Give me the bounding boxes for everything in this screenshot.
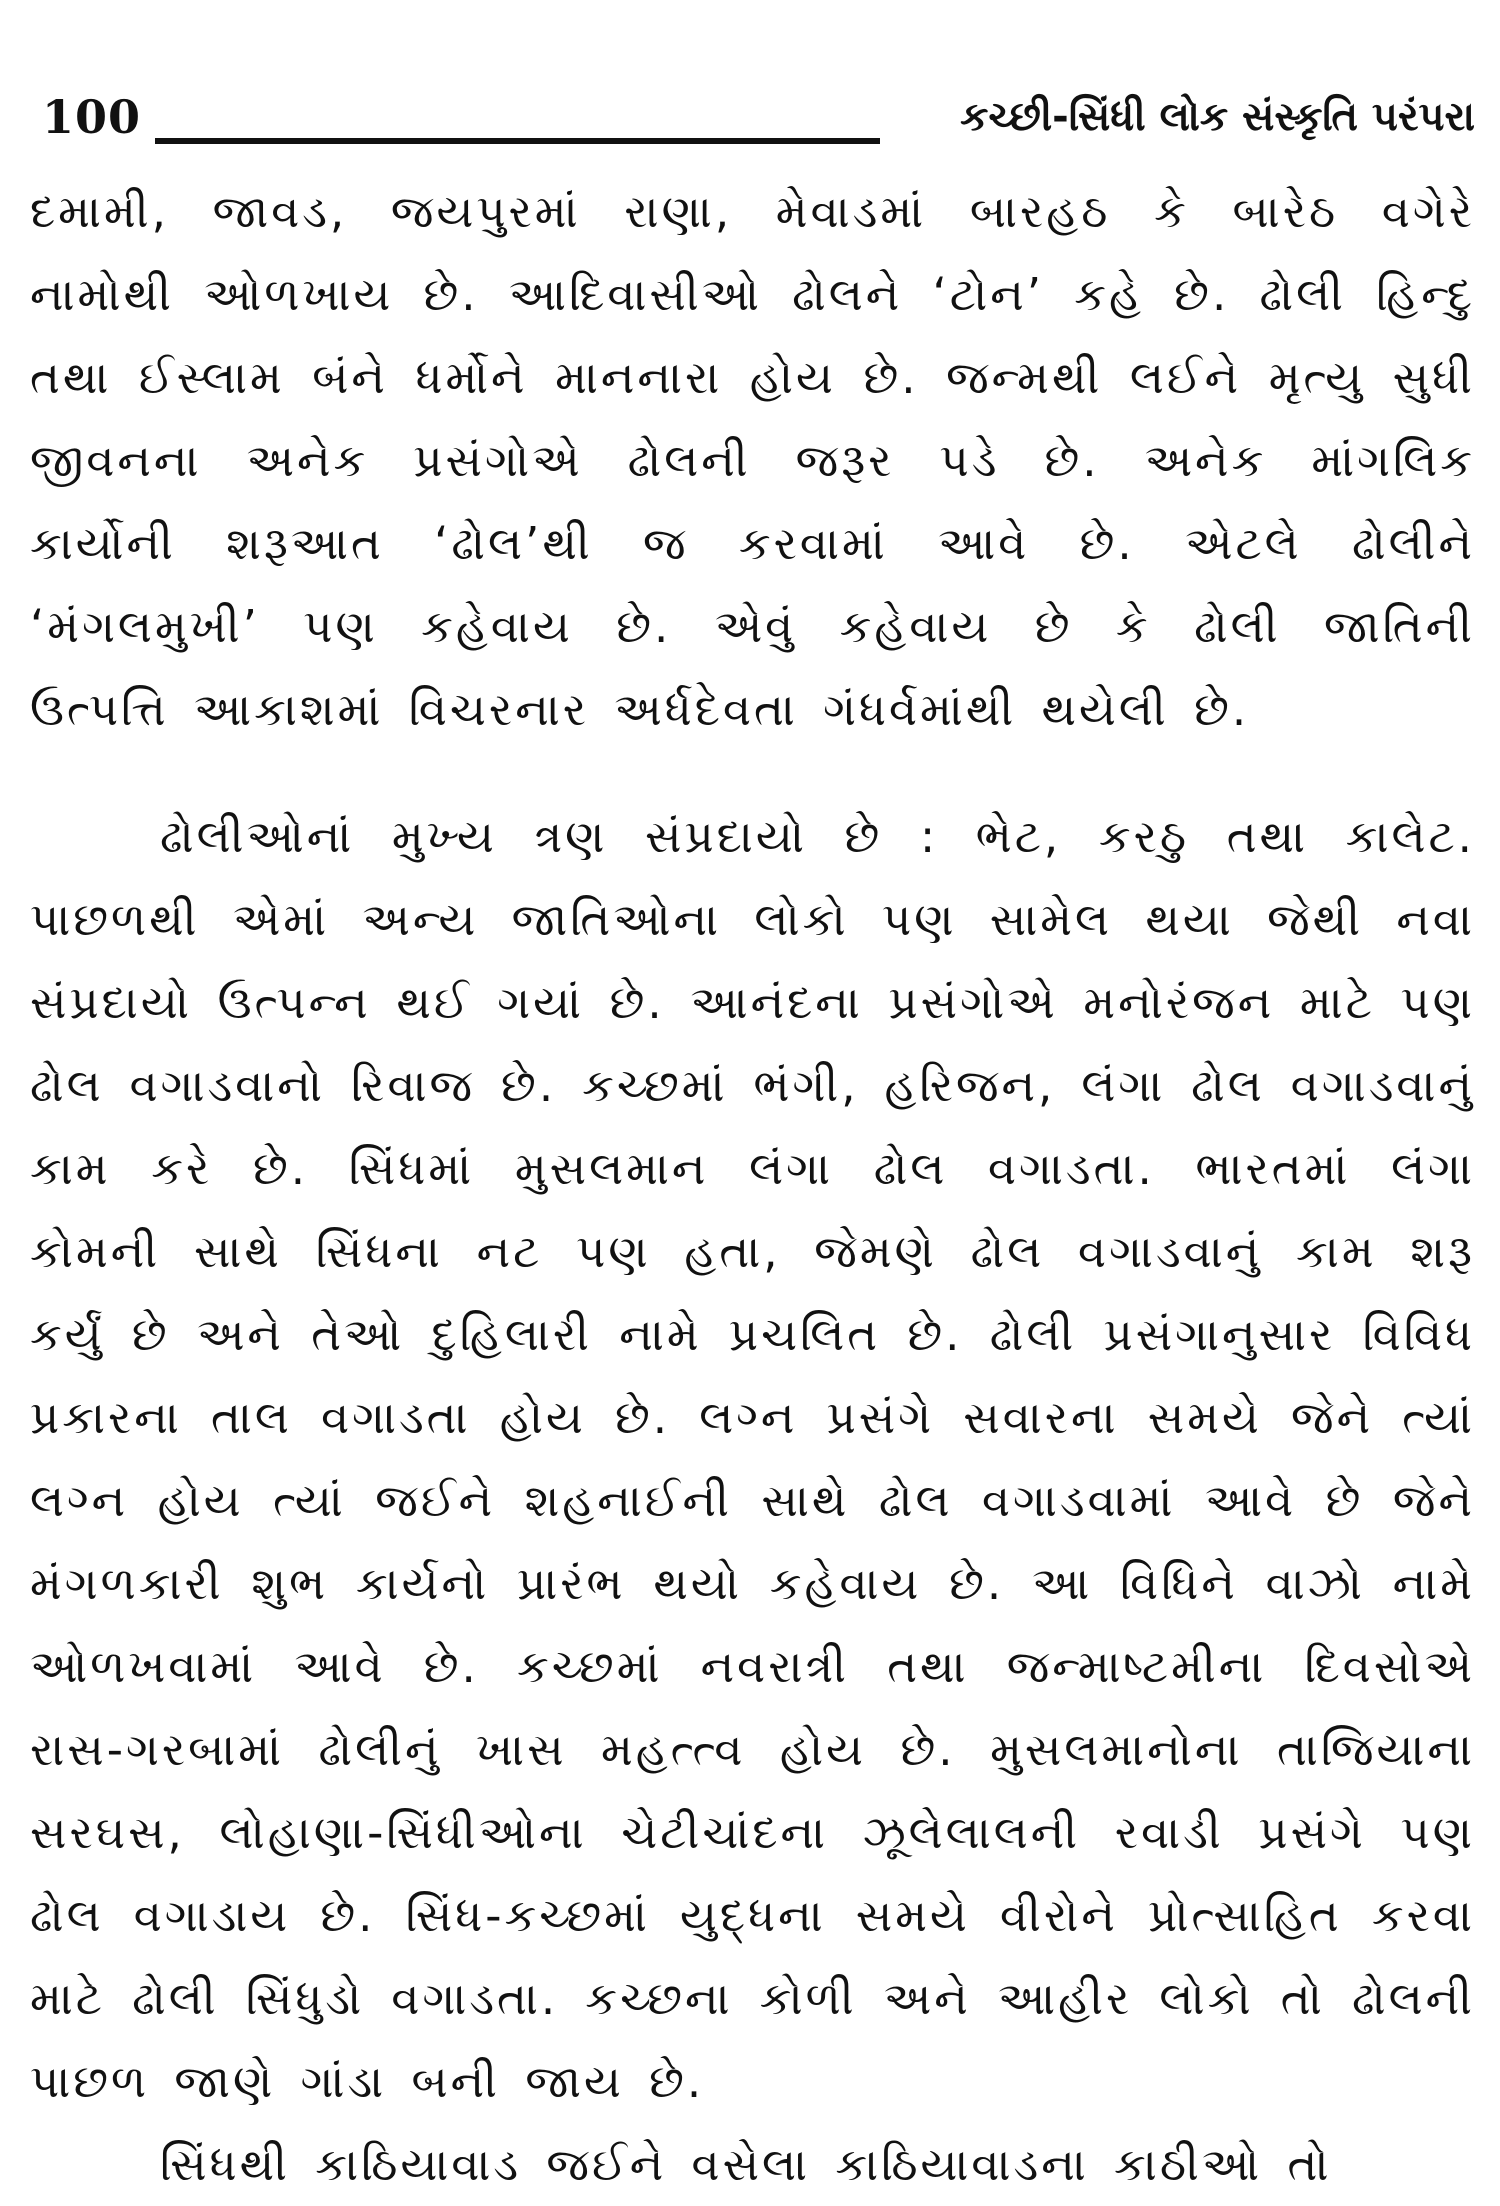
running-title: કચ્છી-સિંધી લોક સંસ્કૃતિ પરંપરા [960,94,1475,140]
page-number: 100 [42,90,142,144]
book-page [30,60,1475,2191]
paragraph-2: ઢોલીઓનાં મુખ્ય ત્રણ સંપ્રદાયો છે : ભેટ, કરઠુ તથા કાલેટ. પાછળથી એમાં અન્ય જાતિઓના લોકો પણ સામેલ થયા જેથી નવા સંપ્રદાયો ઉત્પન્ન થઈ ગયાં છે. આનંદના પ્રસંગોએ મનોરંજન માટે પણ ઢોલ વગાડવાનો રિવાજ છે. કચ્છમાં ભંગી, હરિજન, લંગા ઢોલ વગાડવાનું કામ કરે છે. સિંધમાં મુસલમાન લંગા ઢોલ વગાડતા. ભારતમાં લંગા કોમની સાથે સિંધના નટ પણ હતા, જેમણે ઢોલ વગાડવાનું કામ શરૂ કર્યું છે અને તેઓ દુહિલારી નામે પ્રચલિત છે. ઢોલી પ્રસંગાનુસાર વિવિધ પ્રકારના તાલ વગાડતા હોય છે. લગ્ન પ્રસંગે સવારના સમયે જેને ત્યાં લગ્ન હોય ત્યાં જઈને શહનાઈની સાથે ઢોલ વગાડવામાં આવે છે જેને મંગળકારી શુભ કાર્યનો પ્રારંભ થયો કહેવાય છે. આ વિધિને વાઝો નામે ઓળખવામાં આવે છે. કચ્છમાં નવરાત્રી તથા જન્માષ્ટમીના દિવસોએ રાસ-ગરબામાં ઢોલીનું ખાસ મહત્ત્વ હોય છે. મુસલમાનોના તાજિયાના સરઘસ, લોહાણા-સિંધીઓના ચેટીચાંદના ઝૂલેલાલની રવાડી પ્રસંગે પણ ઢોલ વગાડાય છે. સિંધ-કચ્છમાં યુદ્ધના સમયે વીરોને પ્રોત્સાહિત કરવા માટે ઢોલી સિંધુડો વગાડતા. કચ્છના કોળી અને આહીર લોકો તો ઢોલની પાછળ જાણે ગાંડા બની જાય છે. [30,810,1475,2108]
paragraph-1: દમામી, જાવડ, જયપુરમાં રાણા, મેવાડમાં બારહઠ કે બારેઠ વગેરે નામોથી ઓળખાય છે. આદિવાસીઓ ઢોલને ‘ટોન’ કહે છે. ઢોલી હિન્દુ તથા ઈસ્લામ બંને ધર્મોને માનનારા હોય છે. જન્મથી લઈને મૃત્યુ સુધી જીવનના અનેક પ્રસંગોએ ઢોલની જરૂર પડે છે. અનેક માંગલિક કાર્યોની શરૂઆત ‘ઢોલ’થી જ કરવામાં આવે છે. એટલે ઢોલીને ‘મંગલમુખી’ પણ કહેવાય છે. એવું કહેવાય છે કે ઢોલી જાતિની ઉત્પત્તિ આકાશમાં વિચરનાર અર્ધદેવતા ગંધર્વમાંથી થયેલી છે. [30,185,1475,736]
page-header [30,60,1475,170]
paragraph-3: સિંધથી કાઠિયાવાડ જઈને વસેલા કાઠિયાવાડના કાઠીઓ તો [160,2138,1332,2191]
header-rule [155,138,880,144]
paragraph-gap [30,751,1475,795]
